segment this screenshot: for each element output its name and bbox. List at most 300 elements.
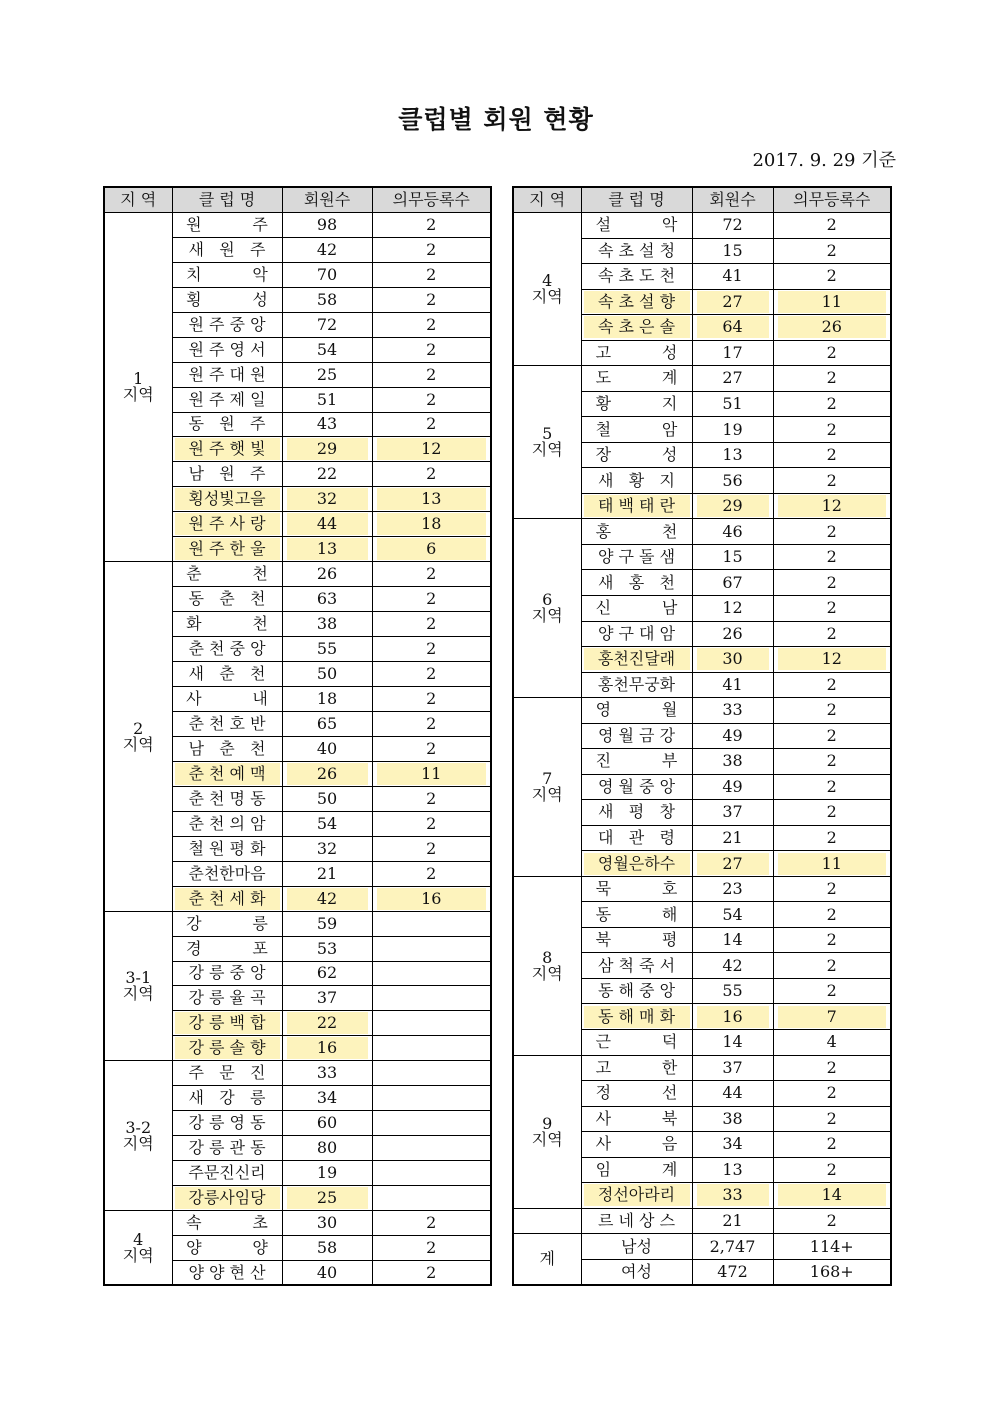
region-label-line: 1: [133, 369, 144, 389]
member-count-cell: [282, 986, 372, 1011]
club-name: 새 춘 천: [188, 664, 266, 684]
member-count: 32: [287, 488, 368, 510]
member-count-cell: [692, 1259, 773, 1285]
member-count-cell: [282, 886, 372, 911]
required-count: 2: [826, 521, 837, 541]
required-count: 2: [426, 1237, 437, 1257]
member-count-cell: [692, 978, 773, 1004]
required-count-cell: [372, 1136, 491, 1161]
member-count: 55: [316, 639, 338, 659]
club-name-cell: [581, 927, 692, 953]
required-count-cell: [773, 978, 891, 1004]
club-name: 속 초 설 청: [597, 240, 676, 260]
member-count-cell: [692, 1157, 773, 1183]
table-row: [513, 213, 891, 239]
required-count-cell: [372, 1011, 491, 1036]
member-count: 37: [316, 988, 338, 1008]
club-name: 양 양: [186, 1237, 268, 1257]
member-count-cell: [692, 238, 773, 264]
required-count: 2: [826, 598, 837, 618]
member-count-cell: [282, 961, 372, 986]
club-name: 원 주 제 일: [188, 389, 266, 409]
member-count: 13: [722, 1159, 743, 1179]
required-count-cell: [372, 662, 491, 687]
member-count-cell: [282, 687, 372, 712]
member-count-cell: [282, 786, 372, 811]
club-name: 새 홍 천: [598, 572, 675, 592]
member-count-cell: [282, 1086, 372, 1111]
required-count: 2: [826, 368, 837, 388]
required-count-cell: [372, 562, 491, 587]
region-label-line: 5: [542, 424, 553, 444]
left-table-body: [104, 213, 491, 1286]
member-count: 50: [316, 664, 338, 684]
club-name-cell: [581, 1157, 692, 1183]
member-count: 27: [697, 291, 769, 313]
table-header-row: [513, 187, 891, 213]
club-name-cell: [172, 1260, 282, 1285]
member-count: 37: [722, 802, 743, 822]
required-count-cell: [372, 1086, 491, 1111]
table-row: [513, 1055, 891, 1081]
left-club-table: [103, 186, 492, 1286]
club-name-cell: [172, 237, 282, 262]
member-count: 54: [316, 339, 338, 359]
required-count-cell: [372, 412, 491, 437]
member-count-cell: [692, 851, 773, 877]
member-count-cell: [692, 774, 773, 800]
club-name: 속 초 은 솔: [584, 316, 690, 338]
required-count: 2: [826, 572, 837, 592]
member-count-cell: [692, 1183, 773, 1209]
region-label-line: 지역: [531, 963, 563, 983]
club-name-cell: [172, 637, 282, 662]
required-count: 168+: [809, 1261, 854, 1281]
member-count-cell: [692, 1030, 773, 1056]
table-row: [513, 1234, 891, 1260]
club-name-cell: [581, 851, 692, 877]
club-name-cell: [172, 1161, 282, 1186]
required-count: 11: [778, 853, 887, 875]
club-name-cell: [172, 337, 282, 362]
required-count: 14: [778, 1184, 887, 1206]
region-label-line: 지역: [531, 1129, 563, 1149]
club-name: 횡성빛고을: [175, 488, 280, 510]
club-name-cell: [172, 362, 282, 387]
member-count-cell: [692, 1132, 773, 1158]
member-count: 32: [316, 838, 338, 858]
required-count: 2: [426, 464, 437, 484]
required-count: 2: [426, 813, 437, 833]
region-label: [513, 876, 581, 1055]
required-count: 2: [826, 776, 837, 796]
club-name-cell: [581, 902, 692, 928]
club-name: 영 월 금 강: [597, 725, 676, 745]
required-count-cell: [773, 1004, 891, 1030]
member-count-cell: [282, 287, 372, 312]
club-name-cell: [581, 1055, 692, 1081]
member-count: 2,747: [709, 1236, 756, 1256]
required-count-cell: [773, 1106, 891, 1132]
club-name: 동 춘 천: [188, 589, 266, 609]
table-row: [513, 698, 891, 724]
member-count-cell: [282, 437, 372, 462]
required-count: 2: [826, 802, 837, 822]
required-count: 2: [426, 389, 437, 409]
club-name: 삼 척 죽 서: [597, 955, 676, 975]
club-name-cell: [172, 861, 282, 886]
required-count-cell: [372, 886, 491, 911]
club-name: 철 암: [595, 419, 678, 439]
member-count-cell: [692, 544, 773, 570]
table-row: [513, 519, 891, 545]
member-count: 26: [722, 623, 743, 643]
required-count-cell: [372, 986, 491, 1011]
member-count-cell: [282, 1260, 372, 1285]
required-count-cell: [773, 570, 891, 596]
member-count-cell: [692, 519, 773, 545]
club-name: 정 선: [595, 1083, 678, 1103]
member-count: 58: [316, 289, 338, 309]
header-region: 지 역: [513, 187, 581, 213]
club-name: 춘 천 세 화: [175, 888, 280, 910]
member-count-cell: [282, 1011, 372, 1036]
member-count-cell: [282, 462, 372, 487]
club-name-cell: [172, 1086, 282, 1111]
club-name: 강릉사임당: [175, 1187, 280, 1209]
table-header-row: [104, 187, 491, 213]
required-count-cell: [372, 637, 491, 662]
required-count: 2: [826, 342, 837, 362]
required-count-cell: [372, 462, 491, 487]
member-count-cell: [282, 237, 372, 262]
member-count-cell: [282, 1186, 372, 1211]
required-count: 2: [426, 414, 437, 434]
member-count-cell: [282, 911, 372, 936]
required-count-cell: [372, 262, 491, 287]
required-count-cell: [372, 512, 491, 537]
required-count: 12: [377, 438, 487, 460]
member-count: 30: [697, 648, 769, 670]
required-count: 2: [426, 589, 437, 609]
required-count-cell: [372, 861, 491, 886]
member-count-cell: [282, 637, 372, 662]
member-count-cell: [282, 312, 372, 337]
club-name-cell: [581, 800, 692, 826]
club-name: 도 계: [595, 368, 678, 388]
club-name-cell: [172, 512, 282, 537]
region-label-line: 지역: [122, 1245, 154, 1265]
club-name-cell: [172, 687, 282, 712]
club-name: 철 원 평 화: [188, 838, 266, 858]
member-count-cell: [692, 595, 773, 621]
required-count-cell: [773, 366, 891, 392]
required-count: 11: [778, 291, 887, 313]
required-count: 2: [426, 639, 437, 659]
member-count: 34: [722, 1134, 743, 1154]
member-count: 15: [722, 240, 743, 260]
member-count-cell: [692, 493, 773, 519]
required-count: 2: [426, 364, 437, 384]
required-count-cell: [773, 493, 891, 519]
club-name: 영 월 중 앙: [597, 776, 676, 796]
club-name-cell: [581, 825, 692, 851]
region-label: [513, 519, 581, 698]
header-club: 클 럽 명: [581, 187, 692, 213]
member-count: 50: [316, 788, 338, 808]
required-count: 2: [426, 214, 437, 234]
club-name-cell: [581, 1030, 692, 1056]
member-count-cell: [692, 621, 773, 647]
required-count-cell: [372, 312, 491, 337]
club-name-cell: [172, 786, 282, 811]
member-count: 42: [722, 955, 743, 975]
member-count: 21: [722, 1210, 743, 1230]
club-name-cell: [172, 612, 282, 637]
required-count-cell: [773, 876, 891, 902]
club-name: 고 성: [595, 342, 678, 362]
table-row: [104, 911, 491, 936]
member-count-cell: [692, 647, 773, 673]
member-count-cell: [282, 537, 372, 562]
required-count-cell: [773, 315, 891, 341]
member-count: 98: [316, 214, 338, 234]
required-count-cell: [372, 337, 491, 362]
required-count: 2: [426, 838, 437, 858]
required-count: 2: [826, 700, 837, 720]
club-name: 원 주 한 울: [175, 538, 280, 560]
club-name-cell: [581, 1183, 692, 1209]
club-name-cell: [581, 213, 692, 239]
club-name-cell: [172, 462, 282, 487]
required-count-cell: [773, 1234, 891, 1260]
club-name: 홍천진달래: [584, 648, 690, 670]
required-count: 2: [826, 1057, 837, 1077]
club-name-cell: [172, 836, 282, 861]
member-count: 72: [316, 314, 338, 334]
club-name-cell: [172, 312, 282, 337]
region-label: [513, 1055, 581, 1208]
club-name-cell: [172, 811, 282, 836]
club-name: 강 릉 백 합: [175, 1012, 280, 1034]
required-count-cell: [372, 1260, 491, 1285]
club-name: 원 주 영 서: [188, 339, 266, 359]
club-name: 강 릉 관 동: [188, 1138, 266, 1158]
region-label-line: 지역: [122, 734, 154, 754]
required-count-cell: [372, 1211, 491, 1236]
required-count: 12: [778, 495, 887, 517]
club-name: 사 음: [595, 1134, 678, 1154]
member-count: 42: [287, 888, 368, 910]
member-count: 15: [722, 547, 743, 567]
member-count-cell: [282, 1236, 372, 1261]
table-row: [104, 1061, 491, 1086]
right-club-table: [512, 186, 892, 1286]
required-count: 2: [426, 1262, 437, 1282]
required-count: 2: [426, 738, 437, 758]
club-name-cell: [581, 595, 692, 621]
member-count-cell: [282, 1211, 372, 1236]
club-name-cell: [581, 289, 692, 315]
club-name-cell: [172, 1036, 282, 1061]
region-label-line: 4: [542, 271, 553, 291]
member-count: 56: [722, 470, 743, 490]
member-count-cell: [692, 698, 773, 724]
required-count-cell: [372, 811, 491, 836]
club-name: 속 초: [186, 1213, 268, 1233]
member-count: 37: [722, 1057, 743, 1077]
required-count-cell: [372, 612, 491, 637]
member-count-cell: [282, 362, 372, 387]
club-name-cell: [172, 1236, 282, 1261]
club-name-cell: [581, 1259, 692, 1285]
required-count-cell: [773, 442, 891, 468]
member-count-cell: [692, 902, 773, 928]
table-row: [513, 1208, 891, 1234]
member-count-cell: [282, 387, 372, 412]
club-name-cell: [172, 537, 282, 562]
club-name-cell: [581, 723, 692, 749]
member-count-cell: [692, 800, 773, 826]
club-name: 동 해 매 화: [584, 1006, 690, 1028]
club-name-cell: [172, 961, 282, 986]
club-name: 춘천한마음: [188, 863, 266, 883]
required-count-cell: [773, 621, 891, 647]
required-count-cell: [372, 1186, 491, 1211]
header-members: 회원수: [282, 187, 372, 213]
club-name-cell: [581, 978, 692, 1004]
member-count: 19: [316, 1163, 338, 1183]
club-name: 새 황 지: [598, 470, 675, 490]
member-count-cell: [692, 570, 773, 596]
club-name-cell: [581, 1081, 692, 1107]
member-count: 21: [722, 828, 743, 848]
required-count-cell: [773, 595, 891, 621]
required-count-cell: [372, 1036, 491, 1061]
region-label-line: 지역: [122, 1133, 154, 1153]
required-count-cell: [773, 238, 891, 264]
member-count: 18: [316, 689, 338, 709]
required-count: 2: [426, 339, 437, 359]
member-count: 54: [722, 904, 743, 924]
member-count: 21: [316, 863, 338, 883]
header-required: 의무등록수: [773, 187, 891, 213]
required-count-cell: [773, 289, 891, 315]
club-name: 원 주 중 앙: [188, 314, 266, 334]
required-count: 16: [377, 888, 487, 910]
table-row: [104, 213, 491, 238]
club-name: 대 관 령: [598, 828, 675, 848]
required-count-cell: [773, 417, 891, 443]
member-count: 25: [316, 364, 338, 384]
member-count: 22: [287, 1012, 368, 1034]
club-name: 홍천무궁화: [597, 674, 676, 694]
required-count: 2: [826, 1159, 837, 1179]
table-row: [104, 562, 491, 587]
club-name-cell: [581, 366, 692, 392]
member-count: 26: [287, 763, 368, 785]
club-name-cell: [172, 437, 282, 462]
member-count: 472: [717, 1261, 748, 1281]
member-count-cell: [692, 927, 773, 953]
club-name-cell: [581, 340, 692, 366]
club-name: 강 릉 중 앙: [188, 963, 266, 983]
club-name: 동 해: [595, 904, 678, 924]
member-count-cell: [692, 672, 773, 698]
required-count-cell: [773, 723, 891, 749]
club-name-cell: [172, 736, 282, 761]
club-name-cell: [172, 387, 282, 412]
member-count-cell: [282, 487, 372, 512]
club-name-cell: [581, 621, 692, 647]
required-count: 2: [826, 1134, 837, 1154]
table-row: [513, 876, 891, 902]
member-count: 60: [316, 1113, 338, 1133]
member-count-cell: [692, 825, 773, 851]
club-name: 춘 천 명 동: [188, 788, 266, 808]
club-name: 춘 천 호 반: [188, 713, 266, 733]
club-name: 동 원 주: [188, 414, 266, 434]
required-count: 13: [377, 488, 487, 510]
member-count-cell: [282, 1111, 372, 1136]
region-label: [513, 1234, 581, 1285]
club-name: 경 포: [186, 938, 268, 958]
member-count: 16: [287, 1037, 368, 1059]
club-name: 정선아라리: [584, 1184, 690, 1206]
club-name: 황 지: [595, 393, 678, 413]
member-count-cell: [282, 337, 372, 362]
club-name-cell: [172, 1136, 282, 1161]
club-name-cell: [172, 262, 282, 287]
member-count: 26: [316, 564, 338, 584]
region-label-line: 지역: [531, 287, 563, 307]
required-count-cell: [773, 213, 891, 239]
member-count-cell: [692, 391, 773, 417]
member-count: 51: [722, 393, 743, 413]
region-label: [104, 1061, 172, 1211]
required-count-cell: [773, 264, 891, 290]
club-name-cell: [581, 468, 692, 494]
club-name-cell: [581, 953, 692, 979]
member-count: 43: [316, 414, 338, 434]
club-name: 남성: [621, 1236, 652, 1256]
club-name: 북 평: [595, 930, 678, 950]
member-count: 59: [316, 913, 338, 933]
member-count: 42: [316, 239, 338, 259]
region-label: [513, 698, 581, 877]
required-count-cell: [773, 340, 891, 366]
club-name-cell: [581, 1004, 692, 1030]
club-name-cell: [172, 412, 282, 437]
required-count: 2: [826, 470, 837, 490]
required-count: 2: [426, 863, 437, 883]
required-count-cell: [372, 437, 491, 462]
club-name: 남 춘 천: [188, 738, 266, 758]
table-row: [104, 1211, 491, 1236]
member-count: 23: [722, 879, 743, 899]
member-count-cell: [692, 1004, 773, 1030]
club-name: 양 구 대 암: [597, 623, 676, 643]
club-name-cell: [581, 493, 692, 519]
club-name-cell: [172, 213, 282, 238]
required-count-cell: [372, 213, 491, 238]
member-count: 16: [697, 1006, 769, 1028]
required-count-cell: [372, 687, 491, 712]
required-count: 12: [778, 648, 887, 670]
member-count: 14: [722, 930, 743, 950]
club-name-cell: [172, 1211, 282, 1236]
club-name-cell: [581, 519, 692, 545]
